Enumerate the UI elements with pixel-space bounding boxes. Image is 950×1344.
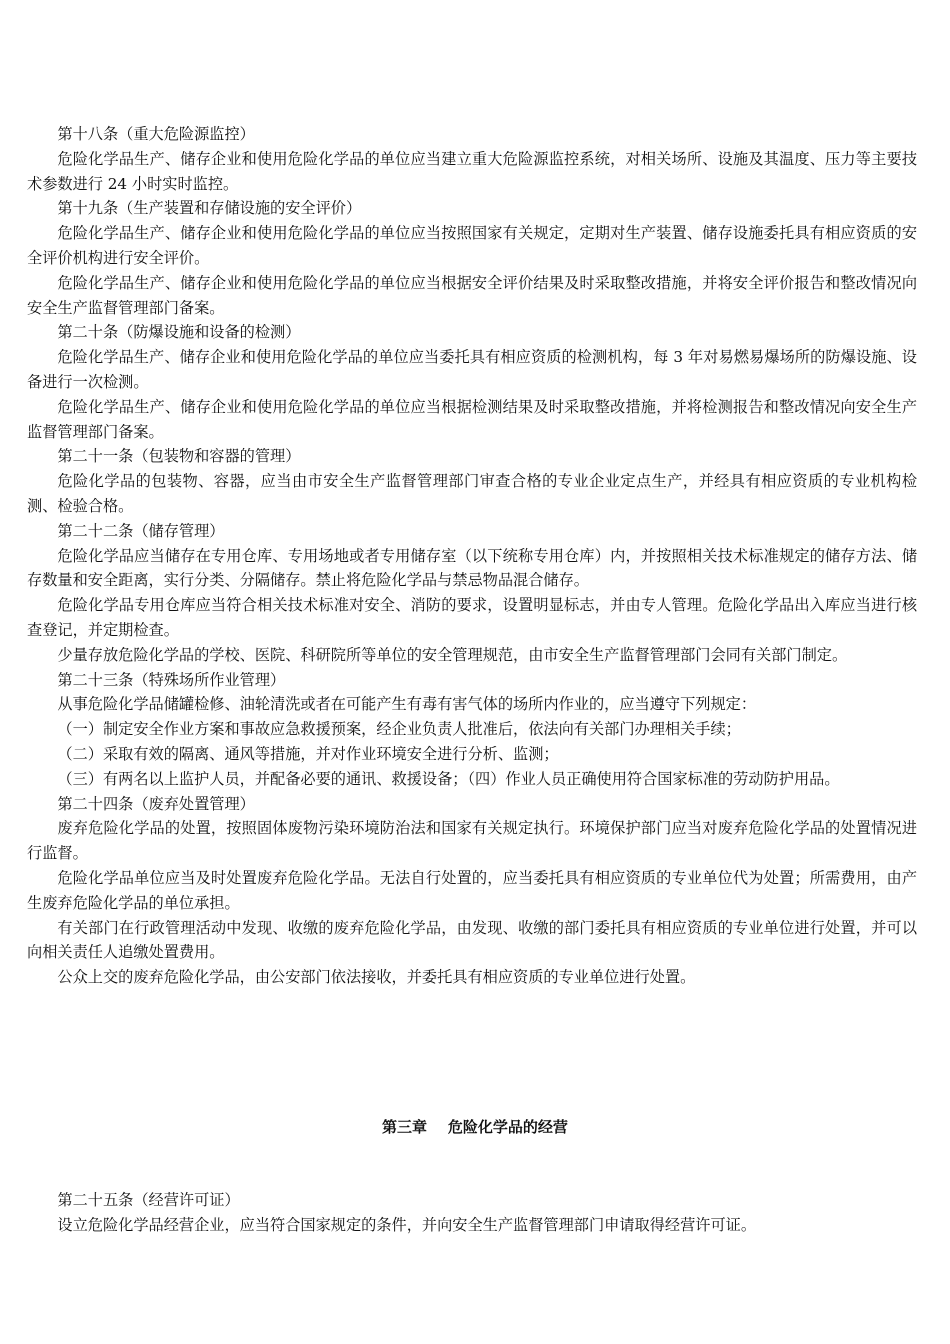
article-paragraph: 有关部门在行政管理活动中发现、收缴的废弃危险化学品，由发现、收缴的部门委托具有相应资质的专业单位进行处置，并可以向相关责任人追缴处置费用。	[27, 918, 917, 962]
article-paragraph: 设立危险化学品经营企业，应当符合国家规定的条件，并向安全生产监督管理部门申请取得经营许可证。	[57, 1215, 757, 1234]
article-heading: 第二十五条（经营许可证）	[57, 1191, 240, 1209]
article-paragraph: 危险化学品生产、储存企业和使用危险化学品的单位应当建立重大危险源监控系统，对相关场所、设施及其温度、压力等主要技术参数进行 24 小时实时监控。	[27, 149, 917, 193]
article-heading: 第十八条（重大危险源监控）	[57, 125, 255, 143]
article-paragraph: 危险化学品应当储存在专用仓库、专用场地或者专用储存室（以下统称专用仓库）内，并按照相关技术标准规定的储存方法、储存数量和安全距离，实行分类、分隔储存。禁止将危险化学品与禁忌物品混合储存。	[27, 546, 917, 590]
document-body	[27, 122, 917, 990]
list-item: （二）采取有效的隔离、通风等措施，并对作业环境安全进行分析、监测；	[57, 744, 559, 763]
article-paragraph: 危险化学品的包装物、容器，应当由市安全生产监督管理部门审查合格的专业企业定点生产，并经具有相应资质的专业机构检测、检验合格。	[27, 472, 917, 515]
article-heading: 第二十四条（废弃处置管理）	[57, 794, 255, 813]
list-item: （一）制定安全作业方案和事故应急救援预案，经企业负责人批准后，依法向有关部门办理相关手续；	[57, 720, 741, 739]
article-paragraph: 从事危险化学品储罐检修、油轮清洗或者在可能产生有毒有害气体的场所内作业的，应当遵守下列规定：	[57, 695, 757, 714]
article-heading: 第二十三条（特殊场所作业管理）	[57, 670, 286, 689]
article-heading: 第二十条（防爆设施和设备的检测）	[57, 323, 301, 342]
article-paragraph: 废弃危险化学品的处置，按照固体废物污染环境防治法和国家有关规定执行。环境保护部门应当对废弃危险化学品的处置情况进行监督。	[27, 819, 917, 863]
chapter-heading: 第三章 危险化学品的经营	[382, 1118, 568, 1136]
chapter-body	[27, 1188, 917, 1238]
list-item: （三）有两名以上监护人员，并配备必要的通讯、救援设备；（四）作业人员正确使用符合国家标准的劳动防护用品。	[57, 769, 840, 788]
article-paragraph: 危险化学品生产、储存企业和使用危险化学品的单位应当委托具有相应资质的检测机构，每 3 年对易燃易爆场所的防爆设施、设备进行一次检测。	[27, 348, 917, 391]
article-heading: 第十九条（生产装置和存储设施的安全评价）	[57, 199, 362, 218]
article-paragraph: 危险化学品专用仓库应当符合相关技术标准对安全、消防的要求，设置明显标志，并由专人管理。危险化学品出入库应当进行核查登记，并定期检查。	[27, 596, 917, 639]
article-heading: 第二十一条（包装物和容器的管理）	[57, 447, 301, 466]
article-paragraph: 危险化学品生产、储存企业和使用危险化学品的单位应当根据安全评价结果及时采取整改措施，并将安全评价报告和整改情况向安全生产监督管理部门备案。	[27, 273, 917, 317]
article-heading: 第二十二条（储存管理）	[57, 521, 225, 540]
article-paragraph: 少量存放危险化学品的学校、医院、科研院所等单位的安全管理规范，由市安全生产监督管理部门会同有关部门制定。	[57, 645, 848, 664]
article-paragraph: 危险化学品生产、储存企业和使用危险化学品的单位应当根据检测结果及时采取整改措施，并将检测报告和整改情况向安全生产监督管理部门备案。	[27, 397, 917, 441]
article-paragraph: 危险化学品单位应当及时处置废弃危险化学品。无法自行处置的，应当委托具有相应资质的专业单位代为处置；所需费用，由产生废弃危险化学品的单位承担。	[27, 868, 917, 912]
article-paragraph: 危险化学品生产、储存企业和使用危险化学品的单位应当按照国家有关规定，定期对生产装置、储存设施委托具有相应资质的安全评价机构进行安全评价。	[27, 224, 917, 267]
article-paragraph: 公众上交的废弃危险化学品，由公安部门依法接收，并委托具有相应资质的专业单位进行处置。	[57, 968, 696, 987]
